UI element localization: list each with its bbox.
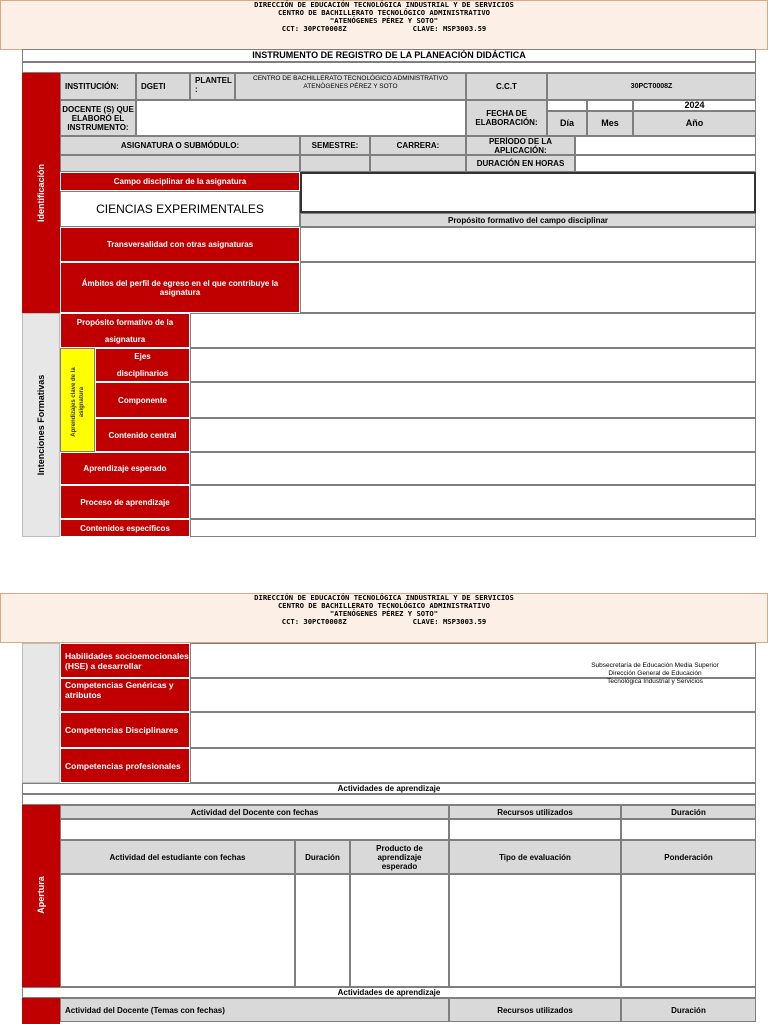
contenido-central-value[interactable] — [190, 418, 756, 452]
ponderacion-value[interactable] — [621, 874, 756, 987]
act-estudiante-value[interactable] — [60, 874, 295, 987]
fecha-year-value[interactable]: 2024 — [633, 100, 756, 111]
act-estudiante-header: Actividad del estudiante con fechas — [60, 840, 295, 874]
asignatura-label: ASIGNATURA O SUBMÓDULO: — [60, 136, 300, 155]
tipo-eval-header: Tipo de evaluación — [449, 840, 621, 874]
proposito-campo-box[interactable] — [300, 172, 756, 213]
header-cct: CCT: 30PCT0008Z — [281, 24, 347, 33]
ambitos-value[interactable] — [300, 262, 756, 313]
instrument-title: INSTRUMENTO DE REGISTRO DE LA PLANEACIÓN DIDÁCTICA — [22, 49, 756, 62]
contenidos-especificos-value[interactable] — [190, 519, 756, 537]
duracion-est-value[interactable] — [295, 874, 350, 987]
actividades-heading: Actividades de aprendizaje — [22, 783, 756, 794]
hse-label: Habilidades socioemocionales (HSE) a desarrollar — [60, 643, 190, 678]
page2-header — [0, 593, 768, 643]
page1-header — [0, 0, 768, 50]
docente-value[interactable] — [136, 100, 466, 136]
profesionales-value[interactable] — [190, 748, 756, 783]
ejes-label: Ejes disciplinarios — [95, 348, 190, 382]
proceso-value[interactable] — [190, 485, 756, 519]
producto-value[interactable] — [350, 874, 449, 987]
mes-label: Mes — [587, 111, 633, 136]
header2-clave: CLAVE: MSP3003.59 — [412, 617, 487, 626]
disciplinares-value[interactable] — [190, 712, 756, 748]
disciplinares-label: Competencias Disciplinares — [60, 712, 190, 748]
fecha-day-value[interactable] — [547, 100, 587, 111]
ambitos-label: Ámbitos del perfil de egreso en el que contribuye la asignatura — [60, 262, 300, 313]
sub-line2: Dirección General de Educación — [608, 670, 702, 677]
duracion-header-2: Duración — [621, 998, 756, 1022]
periodo-label: PERÍODO DE LA APLICACIÓN: — [466, 136, 575, 155]
act-docente-temas-header: Actividad del Docente (Temas con fechas) — [60, 998, 449, 1022]
header-line1: DIRECCIÓN DE EDUCACIÓN TECNOLÓGICA INDUSTRIAL Y DE SERVICIOS — [254, 0, 514, 9]
recursos-value[interactable] — [449, 819, 621, 840]
institucion-value: DGETI — [136, 73, 190, 100]
plantel-label: PLANTEL : — [190, 73, 235, 100]
proposito-asig-label: Propósito formativo de la asignatura — [60, 313, 190, 348]
producto-header: Producto de aprendizaje esperado — [350, 840, 449, 874]
aprendizaje-esperado-value[interactable] — [190, 452, 756, 485]
componente-label: Componente — [95, 382, 190, 418]
contenido-central-label: Contenido central — [95, 418, 190, 452]
proposito-asig-value[interactable] — [190, 313, 756, 348]
transversalidad-value[interactable] — [300, 227, 756, 262]
header-line3: "ATENÓGENES PÉREZ Y SOTO" — [329, 16, 439, 25]
subsecretaria-text — [570, 662, 740, 686]
plantel-value: CENTRO DE BACHILLERATO TECNOLÓGICO ADMINISTRATIVO ATENÓGENES PÉREZ Y SOTO — [235, 73, 466, 100]
aprendizaje-esperado-label: Aprendizaje esperado — [60, 452, 190, 485]
duracion-value-row[interactable] — [621, 819, 756, 840]
header-clave: CLAVE: MSP3003.59 — [412, 24, 487, 33]
docente-label: DOCENTE (S) QUE ELABORÓ EL INSTRUMENTO: — [60, 100, 136, 136]
semestre-label: SEMESTRE: — [300, 136, 370, 155]
institucion-label: INSTITUCIÓN: — [60, 73, 136, 100]
anio-label: Año — [633, 111, 756, 136]
duracion-value[interactable] — [575, 155, 756, 172]
ejes-value[interactable] — [190, 348, 756, 382]
header-line2: CENTRO DE BACHILLERATO TECNOLÓGICO ADMINISTRATIVO — [277, 8, 491, 17]
act-docente-value[interactable] — [60, 819, 449, 840]
sub-line3: Tecnológica Industrial y Servicios — [607, 678, 703, 685]
proceso-label: Proceso de aprendizaje — [60, 485, 190, 519]
header2-line3: "ATENÓGENES PÉREZ Y SOTO" — [329, 609, 439, 618]
intenciones-label: Intenciones Formativas — [36, 374, 46, 476]
carrera-label: CARRERA: — [370, 136, 466, 155]
apertura-label: Apertura — [36, 876, 46, 914]
actividades-heading-2: Actividades de aprendizaje — [22, 987, 756, 998]
genericas-label: Competencias Genéricas y atributos — [60, 678, 190, 712]
cct-value: 30PCT0008Z — [547, 73, 756, 100]
dia-label: Día — [547, 111, 587, 136]
recursos-header: Recursos utilizados — [449, 805, 621, 819]
ponderacion-header: Ponderación — [621, 840, 756, 874]
duracion-label: DURACIÓN EN HORAS — [466, 155, 575, 172]
sub-line1: Subsecretaría de Educación Media Superior — [591, 662, 719, 669]
periodo-value[interactable] — [575, 136, 756, 155]
carrera-value[interactable] — [370, 155, 466, 172]
campo-value: CIENCIAS EXPERIMENTALES — [60, 191, 300, 227]
header2-cct: CCT: 30PCT0008Z — [281, 617, 347, 626]
desarrollo-side — [22, 998, 60, 1024]
fecha-label: FECHA DE ELABORACIÓN: — [466, 100, 547, 136]
duracion-header: Duración — [621, 805, 756, 819]
asignatura-value[interactable] — [60, 155, 300, 172]
header2-line1: DIRECCIÓN DE EDUCACIÓN TECNOLÓGICA INDUSTRIAL Y DE SERVICIOS — [254, 593, 514, 602]
spacer-row-2 — [22, 794, 756, 805]
componente-value[interactable] — [190, 382, 756, 418]
act-docente-header: Actividad del Docente con fechas — [60, 805, 449, 819]
aprendizajes-clave-label: Aprendizajes clave de la asignatura — [71, 367, 85, 437]
tipo-eval-value[interactable] — [449, 874, 621, 987]
transversalidad-label: Transversalidad con otras asignaturas — [60, 227, 300, 262]
cct-label: C.C.T — [466, 73, 547, 100]
recursos-header-2: Recursos utilizados — [449, 998, 621, 1022]
competencias-side — [22, 643, 60, 783]
duracion-est-header: Duración — [295, 840, 350, 874]
contenidos-especificos-label: Contenidos específicos — [60, 519, 190, 537]
header2-line2: CENTRO DE BACHILLERATO TECNOLÓGICO ADMINISTRATIVO — [277, 601, 491, 610]
profesionales-label: Competencias profesionales — [60, 748, 190, 783]
identificacion-label: Identificación — [36, 164, 46, 223]
spacer-row — [22, 62, 756, 73]
fecha-month-value[interactable] — [587, 100, 633, 111]
proposito-campo-label: Propósito formativo del campo disciplinar — [300, 213, 756, 227]
semestre-value[interactable] — [300, 155, 370, 172]
campo-label: Campo disciplinar de la asignatura — [60, 172, 300, 191]
